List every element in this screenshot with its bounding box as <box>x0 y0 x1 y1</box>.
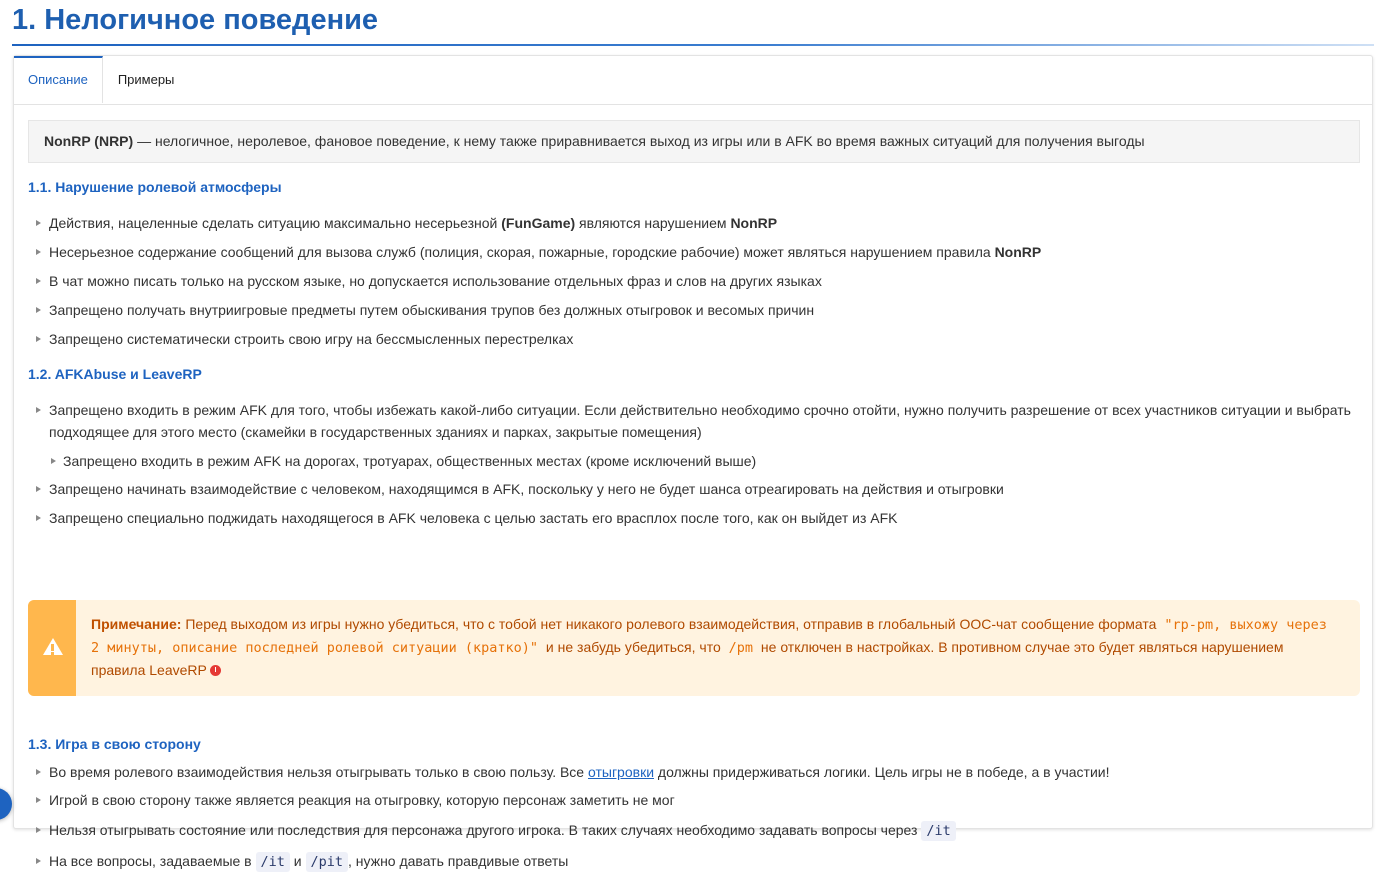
section-1-2-list <box>28 399 1360 529</box>
section-title-1-3: 1.3. Игра в свою сторону <box>28 736 201 752</box>
list-item: Несерьезное содержание сообщений для вызова служб (полиция, скорая, пожарные, городские рабочие) может являться нарушением правила NonRP <box>28 241 1360 263</box>
list-item: Действия, нацеленные сделать ситуацию максимально несерьезной (FunGame) являются нарушением NonRP <box>28 212 1360 234</box>
list-item: Запрещено входить в режим AFK для того, чтобы избежать какой-либо ситуации. Если действительно необходимо срочно отойти, нужно получить разрешение от всех участников ситуации и выбрать подходящее для этого место (скамейки в государственных зданиях и парках, закрытые помещения) <box>28 399 1360 443</box>
page-title: 1. Нелогичное поведение <box>12 4 379 36</box>
list-item: Запрещено систематически строить свою игру на бессмысленных перестрелках <box>28 328 1360 350</box>
command-code: /pit <box>306 852 349 872</box>
definition-term: NonRP (NRP) <box>44 133 134 149</box>
note-label: Примечание: <box>91 616 182 632</box>
definition-box <box>28 120 1360 163</box>
list-item: В чат можно писать только на русском языке, но допускается использование отдельных фраз и слов на других языках <box>28 270 1360 292</box>
code-snippet: "rp-pm, выхожу через 2 минуты, описание последней ролевой ситуации (кратко)" <box>91 617 1327 656</box>
command-code: /it <box>921 821 955 841</box>
tab-description[interactable]: Описание <box>14 56 103 103</box>
list-item: Запрещено начинать взаимодействие с человеком, находящимся в AFK, поскольку у него не будет шанса отреагировать на действия и отыгровки <box>28 478 1360 500</box>
stop-icon <box>210 665 221 676</box>
note-side-bar <box>28 600 76 696</box>
floating-action-button[interactable] <box>0 788 12 820</box>
list-item: На все вопросы, задаваемые в /it и /pit , нужно давать правдивые ответы <box>28 850 1360 873</box>
list-item: Игрой в свою сторону также является реакция на отыгровку, которую персонаж заметить не мог <box>28 789 1360 811</box>
rules-card <box>13 55 1373 870</box>
tab-content <box>28 120 1360 870</box>
list-item: Запрещено получать внутриигровые предметы путем обыскивания трупов без должных отыгровок и весомых причин <box>28 299 1360 321</box>
tab-examples[interactable]: Примеры <box>117 72 175 87</box>
command-code: /it <box>256 852 290 872</box>
section-1-1-list <box>28 212 1360 350</box>
tab-bar <box>14 56 1372 105</box>
list-item: Нельзя отыгрывать состояние или последствия для персонажа другого игрока. В таких случаях необходимо задавать вопросы через /it <box>28 819 1360 842</box>
code-snippet: /pm <box>728 640 754 656</box>
section-title-1-1: 1.1. Нарушение ролевой атмосферы <box>28 179 282 195</box>
list-item: Во время ролевого взаимодействия нельзя отыгрывать только в свою пользу. Все отыгровки должны придерживаться логики. Цель игры не в победе, а в участии! <box>28 761 1360 783</box>
definition-text: — нелогичное, неролевое, фановое поведение, к нему также приравнивается выход из игры или в AFK во время важных ситуаций для получения выгоды <box>133 133 1145 149</box>
list-sub-item: Запрещено входить в режим AFK на дорогах, тротуарах, общественных местах (кроме исключений выше) <box>28 450 1360 472</box>
roleplay-link[interactable]: отыгровки <box>588 764 655 780</box>
title-underline <box>12 44 1374 46</box>
note-text: Примечание: Перед выходом из игры нужно убедиться, что с тобой нет никакого ролевого взаимодействия, отправив в глобальный OOC-чат сообщение формата "rp-pm, выхожу через 2 минуты, описание последней ролевой ситуации (кратко)" и не забудь убедиться, что /pm не отключен в настройках. В противном случае это будет являться нарушением правила LeaveRP <box>91 616 1327 678</box>
warning-note <box>28 600 1360 696</box>
list-item: Запрещено специально поджидать находящегося в AFK человека с целью застать его врасплох после того, как он выйдет из AFK <box>28 507 1360 529</box>
section-1-3-list <box>28 761 1360 873</box>
section-title-1-2: 1.2. AFKAbuse и LeaveRP <box>28 366 202 382</box>
